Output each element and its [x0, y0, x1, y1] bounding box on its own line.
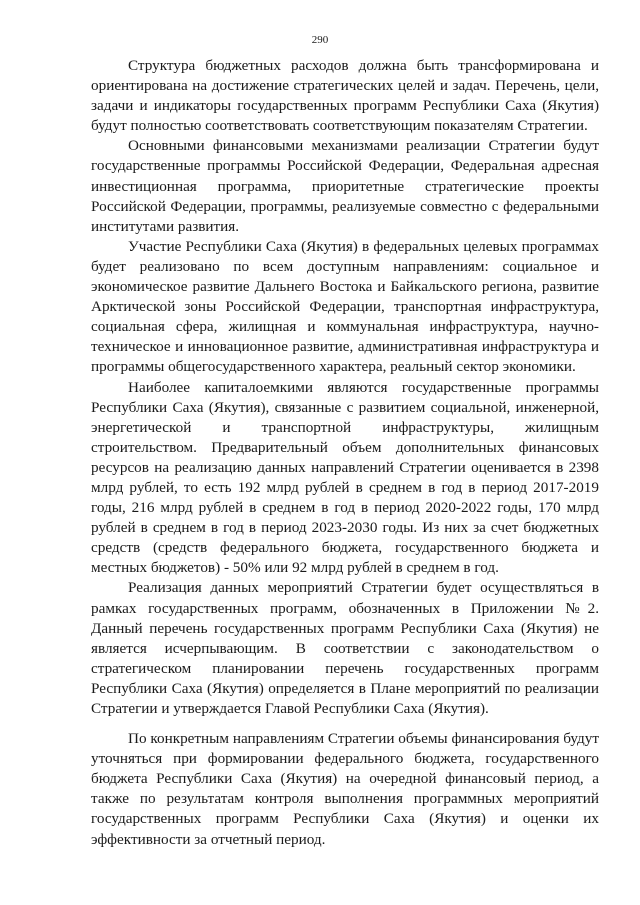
paragraph-capital-intensive-programs: Наиболее капиталоемкими являются государственные программы Республики Саха (Якутия), связанные с развитием социальной, инженерной, энергетической и транспортной инфраструктуры, жилищным строительством. Предварительный объем дополнительных финансовых ресурсов на реализацию данных направлений Стратегии оценивается в 2398 млрд рублей, то есть 192 млрд рублей в среднем в год в период 2017-2019 годы, 216 млрд рублей в среднем в год в период 2020-2022 годы, 170 млрд рублей в среднем в год в период 2023-2030 годы. Из них за счет бюджетных средств (средств федерального бюджета, государственного бюджета и местных бюджетов) - 50% или 92 млрд рублей в среднем в год.	[91, 378, 599, 577]
paragraph-implementation: Реализация данных мероприятий Стратегии будет осуществляться в рамках государственных программ, обозначенных в Приложении №2. Данный перечень государственных программ Республики Саха (Якутия) не является исчерпывающим. В соответствии с законодательством о стратегическом планировании перечень государственных программ Республики Саха (Якутия) определяется в Плане мероприятий по реализации Стратегии и утверждается Главой Республики Саха (Якутия).	[91, 579, 599, 717]
paragraph-budget-structure: Структура бюджетных расходов должна быть трансформирована и ориентирована на достижение стратегических целей и задач. Перечень, цели, задачи и индикаторы государственных программ Республики Саха (Якутия) будут полностью соответствовать соответствующим показателям Стратегии.	[91, 57, 599, 135]
document-body	[91, 56, 599, 850]
paragraph-financial-mechanisms: Основными финансовыми механизмами реализации Стратегии будут государственные программы Российской Федерации, Федеральная адресная инвестиционная программа, приоритетные стратегические проекты Российской Федерации, программы, реализуемые совместно с федеральными институтами развития.	[91, 137, 599, 235]
paragraph-federal-programs: Участие Республики Саха (Якутия) в федеральных целевых программах будет реализовано по всем доступным направлениям: социальное и экономическое развитие Дальнего Востока и Байкальского региона, развитие Арктической зоны Российской Федерации, транспортная инфраструктура, социальная сфера, жилищная и коммунальная инфраструктура, научно-техническое и инновационное развитие, административная инфраструктура и программы общегосударственного характера, реальный сектор экономики.	[91, 237, 599, 376]
page-number: 290	[311, 34, 329, 46]
paragraph-funding-directions: По конкретным направлениям Стратегии объемы финансирования будут уточняться при формировании федерального бюджета, государственного бюджета Республики Саха (Якутия) на очередной финансовый период, а также по результатам контроля выполнения программных мероприятий государственных программ Республики Саха (Якутия) и оценки их эффективности за отчетный период.	[91, 730, 599, 848]
